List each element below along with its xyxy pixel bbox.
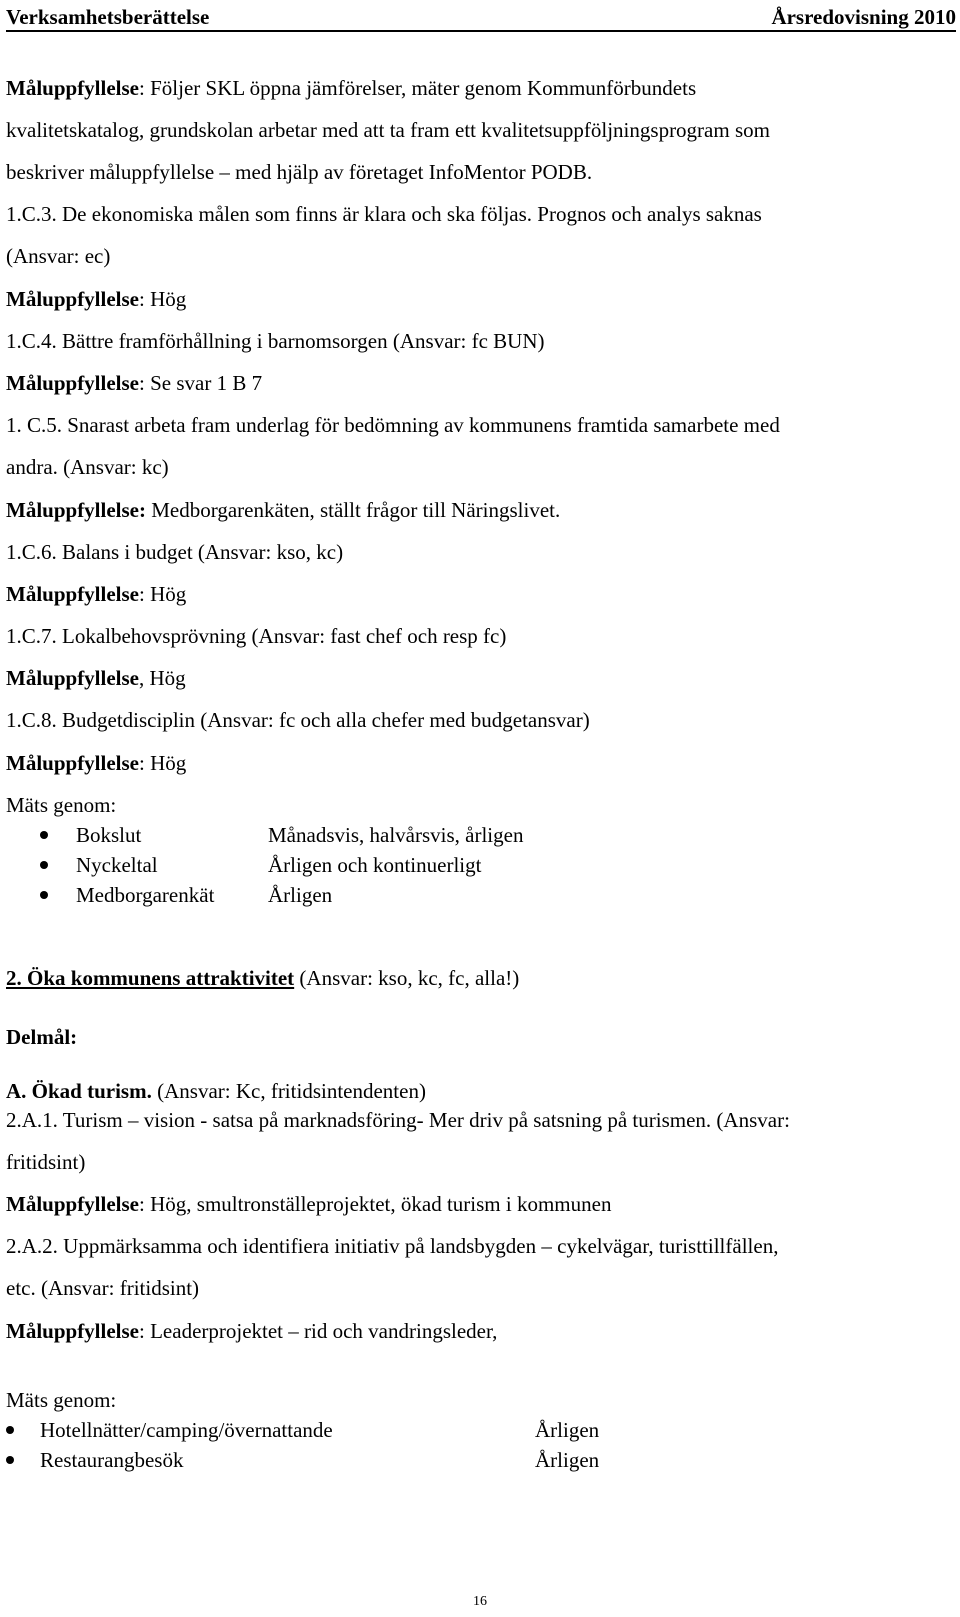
measure-name: Restaurangbesök	[40, 1448, 184, 1472]
goal-fulfilment-line	[6, 496, 940, 524]
goal-fulfilment-line	[6, 749, 940, 777]
goal-fulfilment-label: Måluppfyllelse	[6, 1319, 140, 1343]
header-title: Verksamhetsberättelse	[6, 5, 210, 29]
goal-fulfilment-line	[6, 369, 940, 397]
page-header	[6, 4, 956, 32]
goal-fulfilment-line	[6, 285, 940, 313]
goal-item-2a2: 2.A.2. Uppmärksamma och identifiera initiativ på landsbygden – cykelvägar, turisttillfällen,	[6, 1234, 779, 1258]
bullet-icon	[6, 1456, 14, 1464]
goal-item-1c7: 1.C.7. Lokalbehovsprövning (Ansvar: fast chef och resp fc)	[6, 624, 507, 648]
goal-item-2a1: 2.A.1. Turism – vision - satsa på marknadsföring- Mer driv på satsning på turismen. (Ansvar:	[6, 1108, 790, 1132]
goal-fulfilment-label: Måluppfyllelse	[6, 1192, 140, 1216]
goal-fulfilment-label: Måluppfyllelse	[6, 371, 140, 395]
paragraph-line: kvalitetskatalog, grundskolan arbetar med att ta fram ett kvalitetsuppföljningsprogram som	[6, 118, 770, 142]
measured-by-heading: Mäts genom:	[6, 793, 117, 817]
goal-2-responsible: (Ansvar: kso, kc, fc, alla!)	[294, 966, 520, 990]
measure-frequency: Årligen och kontinuerligt	[268, 853, 482, 877]
measure-frequency: Månadsvis, halvårsvis, årligen	[268, 823, 524, 847]
goal-fulfilment-label: Måluppfyllelse	[6, 76, 140, 100]
bullet-icon	[40, 891, 48, 899]
goal-fulfilment-text: : Hög	[139, 287, 187, 311]
goal-fulfilment-text: : Leaderprojektet – rid och vandringsleder,	[139, 1319, 498, 1343]
goal-fulfilment-label: Måluppfyllelse	[6, 666, 140, 690]
subgoals-heading: Delmål:	[6, 1025, 78, 1049]
measure-name: Medborgarenkät	[76, 883, 215, 907]
measure-name: Nyckeltal	[76, 853, 158, 877]
goal-item-1c6: 1.C.6. Balans i budget (Ansvar: kso, kc)	[6, 540, 344, 564]
paragraph-line: (Ansvar: ec)	[6, 244, 111, 268]
goal-fulfilment-text: : Följer SKL öppna jämförelser, mäter genom Kommunförbundets	[139, 76, 697, 100]
paragraph-line: andra. (Ansvar: kc)	[6, 455, 169, 479]
paragraph-line: beskriver måluppfyllelse – med hjälp av företaget InfoMentor PODB.	[6, 160, 593, 184]
page-number: 16	[473, 1594, 487, 1609]
measure-frequency: Årligen	[535, 1418, 600, 1442]
goal-fulfilment-text: , Hög	[139, 666, 186, 690]
paragraph-line: etc. (Ansvar: fritidsint)	[6, 1276, 200, 1300]
goal-fulfilment-text: : Hög	[139, 582, 187, 606]
goal-fulfilment-text: Medborgarenkäten, ställt frågor till Näringslivet.	[146, 498, 561, 522]
goal-fulfilment-label: Måluppfyllelse:	[6, 498, 146, 522]
goal-fulfilment-line	[6, 1317, 940, 1345]
subgoal-a-responsible: (Ansvar: Kc, fritidsintendenten)	[151, 1079, 426, 1103]
goal-item-1c5: 1. C.5. Snarast arbeta fram underlag för bedömning av kommunens framtida samarbete med	[6, 413, 780, 437]
goal-2-title: 2. Öka kommunens attraktivitet	[6, 966, 295, 990]
measure-name: Bokslut	[76, 823, 142, 847]
goal-fulfilment-text: : Se svar 1 B 7	[139, 371, 263, 395]
measured-by-heading: Mäts genom:	[6, 1388, 117, 1412]
goal-fulfilment-label: Måluppfyllelse	[6, 751, 140, 775]
goal-fulfilment-label: Måluppfyllelse	[6, 287, 140, 311]
paragraph-line	[6, 74, 940, 102]
header-report-year: Årsredovisning 2010	[771, 5, 956, 29]
paragraph-line: fritidsint)	[6, 1150, 86, 1174]
goal-fulfilment-text: : Hög	[139, 751, 187, 775]
goal-fulfilment-text: : Hög, smultronställeprojektet, ökad turism i kommunen	[139, 1192, 612, 1216]
bullet-icon	[40, 831, 48, 839]
goal-fulfilment-line	[6, 1190, 940, 1218]
measure-frequency: Årligen	[268, 883, 333, 907]
subgoal-a-heading	[6, 1077, 940, 1105]
goal-fulfilment-line	[6, 664, 940, 692]
goal-item-1c8: 1.C.8. Budgetdisciplin (Ansvar: fc och alla chefer med budgetansvar)	[6, 708, 590, 732]
subgoal-a-title: A. Ökad turism.	[6, 1079, 152, 1103]
goal-item-1c3: 1.C.3. De ekonomiska målen som finns är klara och ska följas. Prognos och analys saknas	[6, 202, 762, 226]
bullet-icon	[6, 1426, 14, 1434]
goal-fulfilment-label: Måluppfyllelse	[6, 582, 140, 606]
bullet-icon	[40, 861, 48, 869]
goal-fulfilment-line	[6, 580, 940, 608]
goal-2-heading	[6, 964, 940, 992]
measure-frequency: Årligen	[535, 1448, 600, 1472]
measure-name: Hotellnätter/camping/övernattande	[40, 1418, 333, 1442]
goal-item-1c4: 1.C.4. Bättre framförhållning i barnomsorgen (Ansvar: fc BUN)	[6, 329, 545, 353]
